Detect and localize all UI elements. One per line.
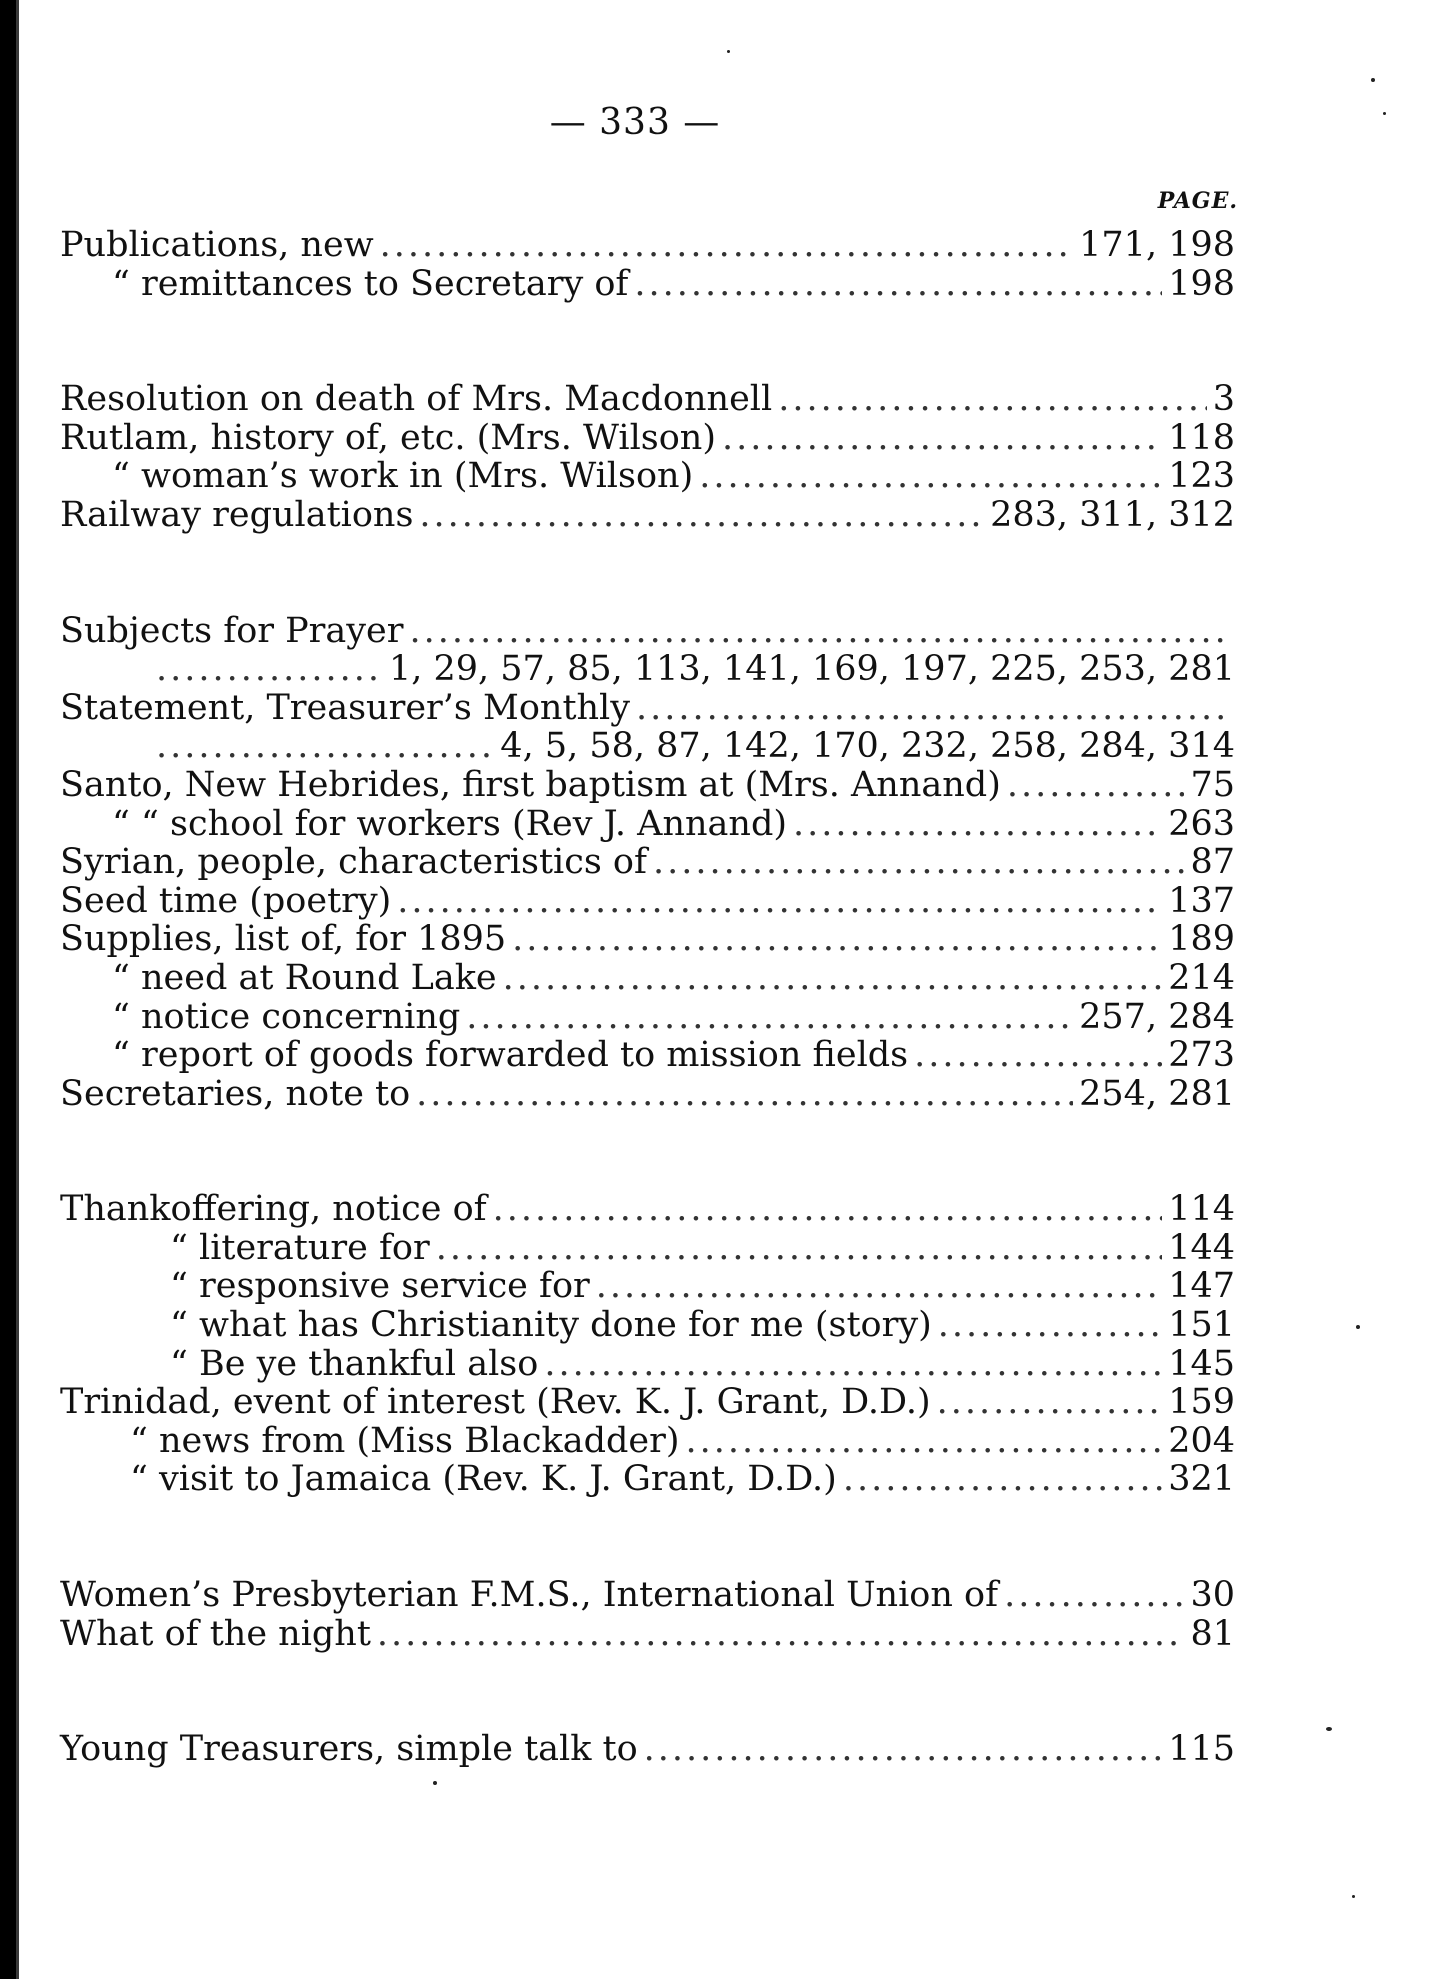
dot-leader: [793, 805, 1162, 844]
scan-speck: [1383, 112, 1386, 115]
index-entry: [60, 1422, 1235, 1461]
index-entry-pages: 137: [1168, 880, 1235, 921]
index-entry-label: What of the night: [60, 1613, 371, 1654]
index-entry-label: “ notice concerning: [112, 996, 461, 1037]
index-entry-pages: 151: [1168, 1305, 1235, 1346]
index-entry: [60, 1615, 1235, 1654]
index-entry: [60, 766, 1235, 805]
index-entry-label: “ literature for: [170, 1227, 430, 1268]
section-gap: [60, 535, 1235, 612]
section-gap: [60, 303, 1235, 380]
index-entry: [60, 1345, 1235, 1384]
index-entry-pages: 81: [1190, 1613, 1235, 1654]
index-entry-pages: 171, 198: [1079, 225, 1235, 265]
index-entry-pages: 87: [1190, 842, 1235, 883]
index-entry-pages: 147: [1168, 1266, 1235, 1307]
index-entry-label: Subjects for Prayer: [60, 610, 404, 651]
dot-leader: [722, 419, 1162, 458]
index-entry-label: Thankoffering, notice of: [60, 1189, 487, 1230]
dot-leader: [156, 727, 494, 766]
index-entry-label: “ “ school for workers (Rev J. Annand): [112, 803, 787, 844]
index-entry-pages: 273: [1168, 1035, 1235, 1076]
index-entry: [60, 882, 1235, 921]
scan-speck: [1356, 1325, 1360, 1329]
dot-leader: [416, 1075, 1073, 1114]
index-entry-pages: 189: [1168, 919, 1235, 960]
index-entry-pages: 263: [1168, 803, 1235, 844]
index-entry: [60, 1267, 1235, 1306]
page-binding-edge: [0, 0, 16, 1979]
index-entry: [60, 805, 1235, 844]
index-entry: [60, 419, 1235, 458]
scan-speck: [727, 50, 730, 53]
index-entry: [60, 1730, 1235, 1769]
index-entry: [60, 226, 1235, 265]
index-entry-pages: 118: [1168, 417, 1235, 458]
scan-speck: [1326, 1727, 1332, 1731]
index-entry-label: Supplies, list of, for 1895: [60, 919, 507, 960]
index-entry-pages: 159: [1168, 1382, 1235, 1423]
scan-speck: [1352, 1895, 1355, 1898]
index-entry-pages: 145: [1168, 1343, 1235, 1384]
dot-leader: [156, 650, 383, 689]
dot-leader: [397, 882, 1162, 921]
page-number: — 333 —: [549, 102, 721, 143]
dot-leader: [914, 1036, 1162, 1075]
index-entry-label: Rutlam, history of, etc. (Mrs. Wilson): [60, 417, 716, 458]
dot-leader: [699, 457, 1162, 496]
scan-speck: [433, 1781, 437, 1785]
index-entry-label: “ woman’s work in (Mrs. Wilson): [112, 456, 694, 497]
index-entry-pages: 214: [1168, 957, 1235, 998]
index-entry: [60, 1306, 1235, 1345]
dot-leader: [512, 920, 1162, 959]
index-entry-pages: 123: [1168, 456, 1235, 497]
section-gap: [60, 1113, 1235, 1190]
dot-leader: [686, 1422, 1163, 1461]
section-gap: [60, 1499, 1235, 1576]
dot-leader: [634, 265, 1162, 304]
dot-leader: [466, 998, 1073, 1037]
dot-leader: [436, 1229, 1162, 1268]
index-entry: [60, 1190, 1235, 1229]
index-entry-label: Railway regulations: [60, 494, 414, 535]
index-entry: [60, 496, 1235, 535]
index-entry-pages: 257, 284: [1079, 996, 1235, 1037]
index-entry-label: Women’s Presbyterian F.M.S., International Union of: [60, 1575, 999, 1616]
index-entry-label: “ responsive service for: [170, 1266, 590, 1307]
dot-leader: [653, 843, 1185, 882]
index-entry-label: “ Be ye thankful also: [170, 1343, 539, 1384]
dot-leader: [503, 959, 1163, 998]
index-entry-pages: 144: [1168, 1227, 1235, 1268]
index-entry: [60, 920, 1235, 959]
index-entry-label: Syrian, people, characteristics of: [60, 842, 647, 883]
index-entry: [60, 843, 1235, 882]
index-entry: [60, 689, 1235, 728]
index-entry: [60, 1036, 1235, 1075]
dot-leader: [1004, 1576, 1184, 1615]
dot-leader: [596, 1267, 1162, 1306]
index-entry: [60, 380, 1235, 419]
index-entry-pages: 3: [1212, 379, 1235, 420]
index-entry-pages: 75: [1190, 764, 1235, 805]
index-entry: [60, 650, 1235, 689]
index-entry-label: Santo, New Hebrides, first baptism at (Mrs. Annand): [60, 764, 1001, 805]
dot-leader: [938, 1306, 1162, 1345]
index-entry-label: “ news from (Miss Blackadder): [130, 1420, 680, 1461]
index-entry-pages: 4, 5, 58, 87, 142, 170, 232, 258, 284, 314: [500, 726, 1235, 767]
index-entry: [60, 1075, 1235, 1114]
index-entry-pages: 204: [1168, 1420, 1235, 1461]
index-entry: [60, 959, 1235, 998]
dot-leader: [419, 496, 984, 535]
index-entry-pages: 30: [1190, 1575, 1235, 1616]
dot-leader: [644, 1730, 1163, 1769]
index-entry-pages: 115: [1168, 1729, 1235, 1770]
dot-leader: [778, 380, 1207, 419]
index-entry: [60, 998, 1235, 1037]
index-entry-label: Secretaries, note to: [60, 1073, 411, 1114]
index-entry: [60, 1576, 1235, 1615]
index-entry-label: “ what has Christianity done for me (story): [170, 1305, 932, 1346]
index-entry-label: Publications, new: [60, 225, 374, 265]
index-entry-label: Statement, Treasurer’s Monthly: [60, 687, 631, 728]
page-binding-shadow: [16, 0, 19, 1979]
index-list: [60, 226, 1235, 1769]
index-entry-pages: 283, 311, 312: [990, 494, 1235, 535]
index-entry: [60, 265, 1235, 304]
index-entry-label: “ need at Round Lake: [112, 957, 497, 998]
index-entry-label: “ report of goods forwarded to mission fields: [112, 1035, 909, 1076]
index-entry-label: “ visit to Jamaica (Rev. K. J. Grant, D.D.): [130, 1459, 837, 1500]
dot-leader: [937, 1383, 1163, 1422]
index-entry-pages: 321: [1168, 1459, 1235, 1500]
dot-leader: [493, 1190, 1163, 1229]
index-entry: [60, 1229, 1235, 1268]
index-entry: [60, 1383, 1235, 1422]
dot-leader: [843, 1460, 1162, 1499]
index-entry: [60, 457, 1235, 496]
dot-leader: [410, 612, 1230, 651]
page-column-heading: PAGE.: [1157, 188, 1238, 214]
dot-leader: [636, 689, 1229, 728]
index-entry-pages: 254, 281: [1079, 1073, 1235, 1114]
dot-leader: [544, 1345, 1162, 1384]
index-entry-label: Resolution on death of Mrs. Macdonnell: [60, 379, 773, 420]
dot-leader: [377, 1615, 1185, 1654]
index-entry-label: Seed time (poetry): [60, 880, 392, 921]
index-entry-pages: 1, 29, 57, 85, 113, 141, 169, 197, 225, 253, 281: [388, 649, 1235, 690]
scan-speck: [1371, 78, 1375, 82]
section-gap: [60, 1653, 1235, 1730]
index-entry-pages: 114: [1168, 1189, 1235, 1230]
dot-leader: [1007, 766, 1185, 805]
index-entry: [60, 727, 1235, 766]
index-entry-label: “ remittances to Secretary of: [112, 263, 629, 304]
dot-leader: [380, 226, 1073, 265]
index-entry-label: Trinidad, event of interest (Rev. K. J. Grant, D.D.): [60, 1382, 931, 1423]
index-entry: [60, 612, 1235, 651]
index-entry: [60, 1460, 1235, 1499]
index-entry-label: Young Treasurers, simple talk to: [60, 1729, 638, 1770]
index-entry-pages: 198: [1168, 263, 1235, 304]
